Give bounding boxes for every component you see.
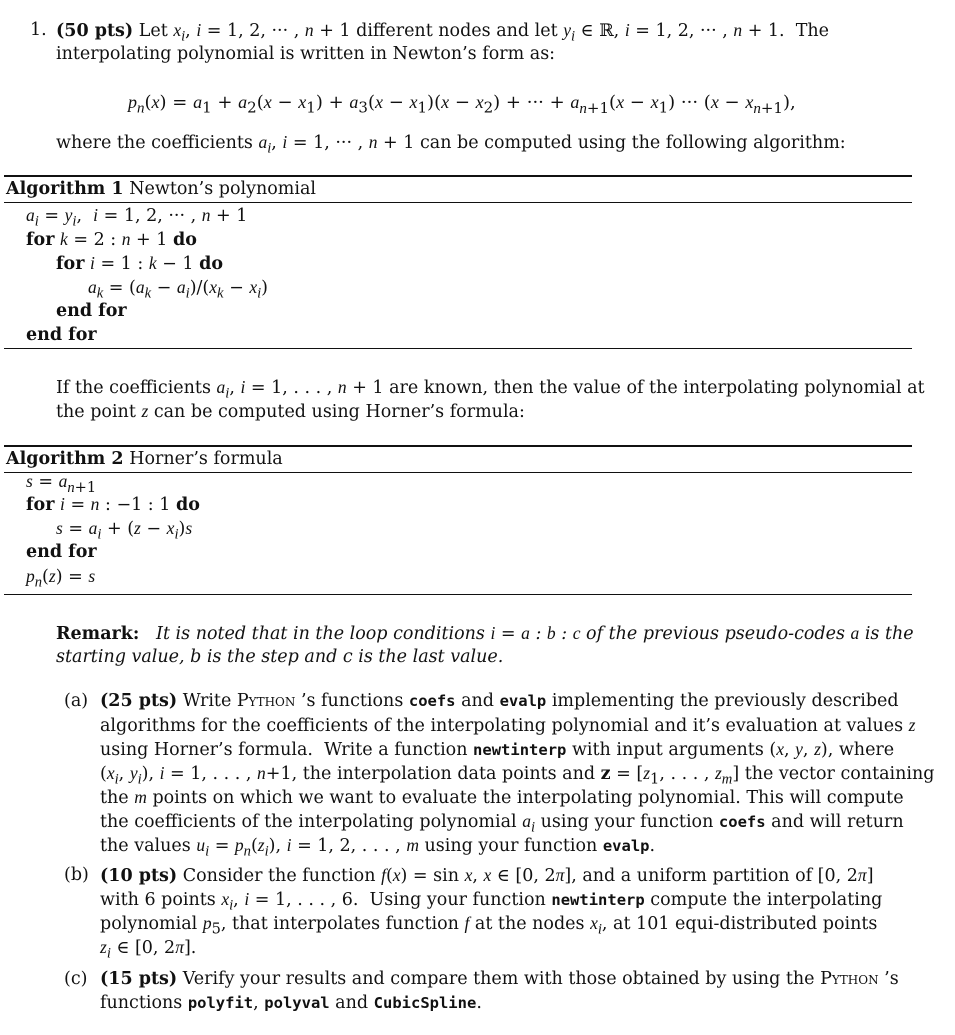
part-b-line2: with 6 points $x_i$, i = 1, . . . , 6. Using your function newtinterp compute the interpolating: [100, 889, 883, 914]
algo1-line-init: $a_i = y_i$, i = 1, 2, ··· , n + 1: [26, 205, 248, 230]
algo1-line-endfor-outer: end for: [26, 325, 97, 345]
algo1-line-for-i: for i = 1 : k − 1 do: [56, 253, 224, 274]
algo1-line-for-k: for k = 2 : n + 1 do: [26, 229, 197, 250]
part-b-line4: $z_i$ ∈ [0, 2π].: [100, 937, 197, 962]
algo2-bottom-rule: [4, 594, 912, 595]
algo1-line-update: $a_k = (a_k - a_i)/(x_k - x_i)$: [88, 277, 268, 302]
remark-line2: starting value, b is the step and c is the last value.: [56, 647, 504, 667]
part-a-line1: (25 pts) Write Python ’s functions coefs and evalp implementing the previously described: [100, 691, 899, 711]
middle-text-line1: If the coefficients $a_i$, i = 1, . . . , n + 1 are known, then the value of the interpolating polynomial at: [56, 377, 925, 402]
newton-formula: $p_n(x) = a_1 + a_2(x - x_1) + a_3(x - x_1)(x - x_2)$ + ··· + $a_{n+1}(x - x_1)$ ··· $(x - x_{n+1})$,: [128, 92, 796, 117]
part-b-label: (b): [64, 865, 89, 885]
part-a-label: (a): [64, 691, 89, 711]
algo2-mid-rule: [4, 472, 912, 473]
algo1-line-endfor-inner: end for: [56, 301, 127, 321]
part-b-line3: polynomial $p_5$, that interpolates function f at the nodes $x_i$, at 101 equi-distributed points: [100, 913, 878, 938]
algo1-caption: Algorithm 1 Newton’s polynomial: [6, 179, 317, 199]
algo2-line-update: $s = a_i + (z - x_i)s$: [56, 518, 193, 543]
part-c-line2: functions polyfit, polyval and CubicSpline.: [100, 993, 482, 1013]
remark-line1: Remark: It is noted that in the loop conditions i = a : b : c of the previous pseudo-codes a is the: [56, 623, 914, 644]
part-b-line1: (10 pts) Consider the function f(x) = sin x, x ∈ [0, 2π], and a uniform partition of [0, 2π]: [100, 865, 874, 886]
part-a-line6: the coefficients of the interpolating polynomial $a_i$ using your function coefs and will return: [100, 811, 904, 836]
part-a-line7: the values $u_i = p_n(z_i)$, i = 1, 2, . . . , m using your function evalp.: [100, 835, 656, 860]
problem-number: 1.: [30, 20, 47, 40]
algo2-line-init: $s = a_{n+1}$: [26, 471, 97, 496]
remark-label: Remark:: [56, 624, 140, 644]
part-a-line4: ($x_i$, $y_i$), i = 1, . . . , n+1, the interpolation data points and $z = [z_1$, . . . , $z_m$] the vector containing: [100, 763, 935, 788]
algo2-line-endfor: end for: [26, 542, 97, 562]
part-a-line5: the m points on which we want to evaluate the interpolating polynomial. This will compute: [100, 787, 904, 808]
part-a-line3: using Horner’s formula. Write a function newtinterp with input arguments (x, y, z), where: [100, 739, 895, 760]
problem-intro-line2: interpolating polynomial is written in Newton’s form as:: [56, 44, 556, 64]
middle-text-line2: the point z can be computed using Horner’s formula:: [56, 401, 525, 422]
problem-intro-line1: (50 pts) Let $x_i$, i = 1, 2, ··· , n + 1 different nodes and let $y_i$ ∈ ℝ, i = 1, 2, ··· , n + 1. The: [56, 20, 830, 45]
algo1-bottom-rule: [4, 348, 912, 349]
part-a-line2: algorithms for the coefficients of the interpolating polynomial and it’s evaluation at values z: [100, 715, 916, 736]
algo2-line-for: for i = n : −1 : 1 do: [26, 494, 200, 515]
part-c-line1: (15 pts) Verify your results and compare them with those obtained by using the Python ’s: [100, 969, 899, 989]
algo2-caption: Algorithm 2 Horner’s formula: [6, 449, 283, 469]
problem-points: (50 pts): [56, 21, 134, 41]
part-c-label: (c): [64, 969, 88, 989]
algo2-line-result: $p_n(z) = s$: [26, 566, 96, 591]
where-line: where the coefficients $a_i$, i = 1, ··· , n + 1 can be computed using the following algorithm:: [56, 132, 846, 157]
